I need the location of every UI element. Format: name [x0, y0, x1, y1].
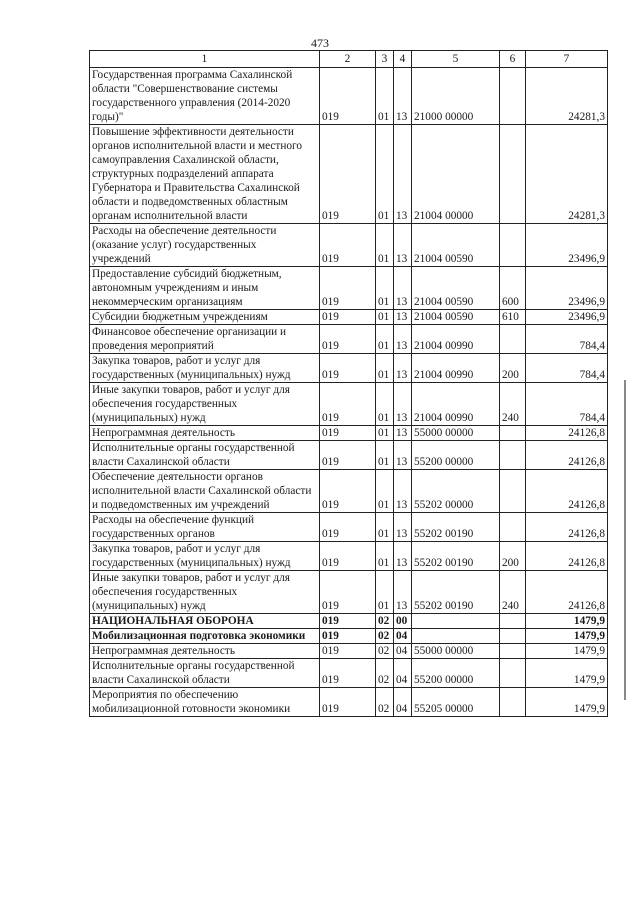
cell-subsection: 13 [394, 310, 412, 325]
cell-expense-type [500, 470, 526, 513]
cell-section: 01 [376, 513, 394, 542]
col-header-grbs: 2 [320, 51, 376, 68]
cell-name: Закупка товаров, работ и услуг для государственных (муниципальных) нужд [90, 542, 320, 571]
cell-target-article: 55202 00000 [412, 470, 500, 513]
cell-expense-type: 600 [500, 267, 526, 310]
cell-grbs: 019 [320, 68, 376, 125]
table-row [90, 659, 608, 688]
cell-target-article: 21004 00990 [412, 383, 500, 426]
cell-grbs: 019 [320, 325, 376, 354]
cell-expense-type: 240 [500, 383, 526, 426]
cell-section: 01 [376, 68, 394, 125]
cell-amount: 23496,9 [526, 267, 608, 310]
cell-target-article: 55205 00000 [412, 688, 500, 717]
cell-grbs: 019 [320, 644, 376, 659]
cell-subsection: 13 [394, 441, 412, 470]
cell-amount: 784,4 [526, 325, 608, 354]
cell-expense-type [500, 224, 526, 267]
budget-table [89, 50, 608, 717]
cell-expense-type [500, 325, 526, 354]
cell-subsection: 13 [394, 426, 412, 441]
cell-amount: 1479,9 [526, 659, 608, 688]
cell-subsection: 04 [394, 659, 412, 688]
cell-target-article [412, 629, 500, 644]
cell-name: Обеспечение деятельности органов исполнительной власти Сахалинской области и подведомственных им учреждений [90, 470, 320, 513]
cell-target-article: 55000 00000 [412, 644, 500, 659]
cell-grbs: 019 [320, 224, 376, 267]
cell-amount: 1479,9 [526, 688, 608, 717]
table-row [90, 644, 608, 659]
cell-amount: 24281,3 [526, 68, 608, 125]
cell-subsection: 13 [394, 325, 412, 354]
cell-grbs: 019 [320, 383, 376, 426]
cell-target-article: 21004 00000 [412, 125, 500, 224]
table-body [90, 68, 608, 717]
table-row [90, 629, 608, 644]
cell-subsection: 13 [394, 542, 412, 571]
cell-target-article: 21004 00590 [412, 224, 500, 267]
cell-name: Мероприятия по обеспечению мобилизационной готовности экономики [90, 688, 320, 717]
cell-section: 01 [376, 354, 394, 383]
table-row [90, 310, 608, 325]
cell-section: 01 [376, 470, 394, 513]
table-row [90, 571, 608, 614]
table-row [90, 426, 608, 441]
header-row [90, 51, 608, 68]
cell-amount: 784,4 [526, 354, 608, 383]
col-header-subsection: 4 [394, 51, 412, 68]
cell-grbs: 019 [320, 441, 376, 470]
col-header-amount: 7 [526, 51, 608, 68]
cell-expense-type: 200 [500, 354, 526, 383]
cell-expense-type [500, 125, 526, 224]
cell-target-article: 21004 00590 [412, 267, 500, 310]
cell-grbs: 019 [320, 354, 376, 383]
cell-grbs: 019 [320, 426, 376, 441]
table-row [90, 325, 608, 354]
cell-section: 02 [376, 629, 394, 644]
cell-section: 01 [376, 571, 394, 614]
cell-subsection: 13 [394, 125, 412, 224]
cell-amount: 1479,9 [526, 644, 608, 659]
cell-target-article: 55000 00000 [412, 426, 500, 441]
cell-expense-type [500, 659, 526, 688]
cell-subsection: 00 [394, 614, 412, 629]
cell-name: Повышение эффективности деятельности органов исполнительной власти и местного самоуправления Сахалинской области, структурных подразделений аппарата Губернатора и Правительства Сахалинской области и подведомственных областным органам исполнительной власти [90, 125, 320, 224]
cell-amount: 24126,8 [526, 441, 608, 470]
cell-name: Закупка товаров, работ и услуг для государственных (муниципальных) нужд [90, 354, 320, 383]
cell-target-article: 55202 00190 [412, 542, 500, 571]
cell-target-article: 21004 00990 [412, 354, 500, 383]
cell-subsection: 13 [394, 571, 412, 614]
page-number: 473 [311, 36, 329, 50]
cell-amount: 23496,9 [526, 310, 608, 325]
table-row [90, 513, 608, 542]
cell-section: 02 [376, 614, 394, 629]
cell-target-article: 21004 00990 [412, 325, 500, 354]
cell-expense-type: 200 [500, 542, 526, 571]
cell-amount: 24281,3 [526, 125, 608, 224]
cell-section: 01 [376, 267, 394, 310]
cell-grbs: 019 [320, 125, 376, 224]
cell-amount: 784,4 [526, 383, 608, 426]
table-row [90, 614, 608, 629]
col-header-section: 3 [376, 51, 394, 68]
cell-amount: 24126,8 [526, 542, 608, 571]
cell-grbs: 019 [320, 659, 376, 688]
cell-grbs: 019 [320, 267, 376, 310]
table-row [90, 125, 608, 224]
cell-amount: 24126,8 [526, 513, 608, 542]
cell-section: 02 [376, 659, 394, 688]
cell-name: Непрограммная деятельность [90, 644, 320, 659]
cell-expense-type [500, 688, 526, 717]
cell-name: Государственная программа Сахалинской области "Совершенствование системы государственного управления (2014-2020 годы)" [90, 68, 320, 125]
cell-name: Иные закупки товаров, работ и услуг для обеспечения государственных (муниципальных) нужд [90, 383, 320, 426]
table-row [90, 68, 608, 125]
cell-target-article: 21004 00590 [412, 310, 500, 325]
cell-amount: 1479,9 [526, 614, 608, 629]
table-row [90, 267, 608, 310]
cell-subsection: 13 [394, 224, 412, 267]
cell-expense-type [500, 441, 526, 470]
cell-subsection: 04 [394, 644, 412, 659]
table-row [90, 542, 608, 571]
cell-expense-type [500, 513, 526, 542]
cell-name: Расходы на обеспечение функций государственных органов [90, 513, 320, 542]
cell-amount: 24126,8 [526, 470, 608, 513]
cell-target-article [412, 614, 500, 629]
cell-name: Расходы на обеспечение деятельности (оказание услуг) государственных учреждений [90, 224, 320, 267]
cell-section: 01 [376, 224, 394, 267]
cell-name: Иные закупки товаров, работ и услуг для обеспечения государственных (муниципальных) нужд [90, 571, 320, 614]
table-row [90, 383, 608, 426]
cell-expense-type [500, 426, 526, 441]
cell-expense-type [500, 68, 526, 125]
cell-grbs: 019 [320, 513, 376, 542]
cell-subsection: 13 [394, 267, 412, 310]
col-header-name: 1 [90, 51, 320, 68]
cell-expense-type [500, 629, 526, 644]
cell-target-article: 21000 00000 [412, 68, 500, 125]
cell-grbs: 019 [320, 629, 376, 644]
cell-amount: 24126,8 [526, 571, 608, 614]
cell-expense-type [500, 644, 526, 659]
col-header-expense-type: 6 [500, 51, 526, 68]
cell-section: 01 [376, 125, 394, 224]
cell-name: Непрограммная деятельность [90, 426, 320, 441]
cell-subsection: 04 [394, 688, 412, 717]
cell-grbs: 019 [320, 542, 376, 571]
cell-grbs: 019 [320, 571, 376, 614]
cell-target-article: 55200 00000 [412, 441, 500, 470]
table-row [90, 224, 608, 267]
cell-section: 01 [376, 441, 394, 470]
cell-amount: 24126,8 [526, 426, 608, 441]
cell-section: 01 [376, 426, 394, 441]
scan-edge-mark [624, 380, 626, 700]
cell-expense-type [500, 614, 526, 629]
cell-name: Финансовое обеспечение организации и проведения мероприятий [90, 325, 320, 354]
cell-name: Предоставление субсидий бюджетным, автономным учреждениям и иным некоммерческим организациям [90, 267, 320, 310]
cell-grbs: 019 [320, 614, 376, 629]
cell-subsection: 13 [394, 383, 412, 426]
cell-amount: 23496,9 [526, 224, 608, 267]
cell-name: НАЦИОНАЛЬНАЯ ОБОРОНА [90, 614, 320, 629]
cell-subsection: 13 [394, 354, 412, 383]
cell-subsection: 13 [394, 513, 412, 542]
cell-section: 02 [376, 644, 394, 659]
cell-subsection: 13 [394, 68, 412, 125]
cell-section: 01 [376, 325, 394, 354]
table-row [90, 354, 608, 383]
cell-amount: 1479,9 [526, 629, 608, 644]
cell-section: 01 [376, 542, 394, 571]
cell-name: Мобилизационная подготовка экономики [90, 629, 320, 644]
col-header-target-article: 5 [412, 51, 500, 68]
cell-name: Субсидии бюджетным учреждениям [90, 310, 320, 325]
cell-name: Исполнительные органы государственной власти Сахалинской области [90, 659, 320, 688]
cell-expense-type: 240 [500, 571, 526, 614]
cell-grbs: 019 [320, 688, 376, 717]
cell-grbs: 019 [320, 310, 376, 325]
table-row [90, 441, 608, 470]
table-row [90, 688, 608, 717]
cell-target-article: 55200 00000 [412, 659, 500, 688]
cell-section: 01 [376, 310, 394, 325]
cell-subsection: 04 [394, 629, 412, 644]
cell-target-article: 55202 00190 [412, 571, 500, 614]
cell-target-article: 55202 00190 [412, 513, 500, 542]
cell-expense-type: 610 [500, 310, 526, 325]
cell-grbs: 019 [320, 470, 376, 513]
cell-name: Исполнительные органы государственной власти Сахалинской области [90, 441, 320, 470]
cell-section: 01 [376, 383, 394, 426]
cell-subsection: 13 [394, 470, 412, 513]
table-row [90, 470, 608, 513]
cell-section: 02 [376, 688, 394, 717]
